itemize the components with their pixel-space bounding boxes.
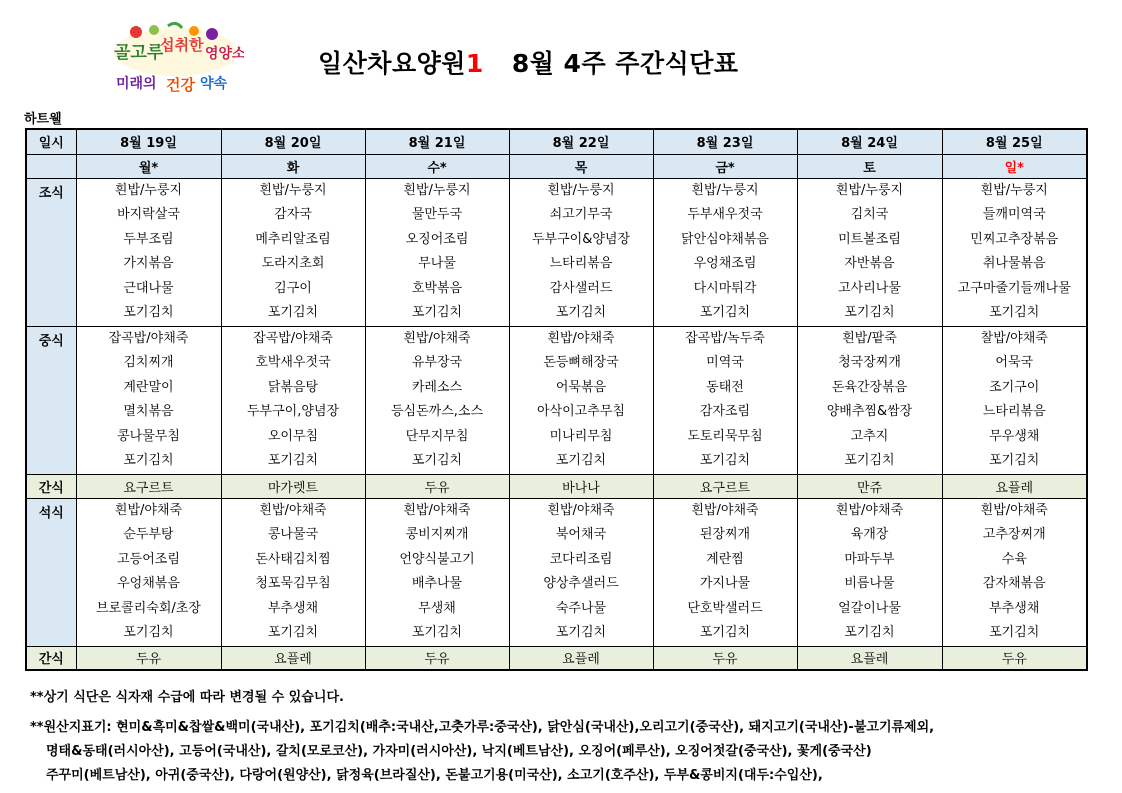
menu-item: 돈육간장볶음 xyxy=(831,379,908,395)
menu-cell xyxy=(653,498,797,646)
menu-item: 부추생채 xyxy=(267,600,319,616)
weekly-menu-table xyxy=(25,128,1088,671)
logo xyxy=(108,22,244,98)
menu-item: 미나리무침 xyxy=(549,428,613,444)
menu-item: 동태전 xyxy=(706,379,744,395)
menu-item: 청국장찌개 xyxy=(838,355,901,370)
menu-item: 흰밥/야채죽 xyxy=(547,330,615,346)
breakfast-row xyxy=(26,178,1087,326)
menu-item: 콩나물무침 xyxy=(117,428,180,444)
lunch-row xyxy=(26,326,1087,474)
menu-item: 순두부탕 xyxy=(123,527,174,542)
meal-label: 중식 xyxy=(26,326,76,474)
menu-item: 양상추샐러드 xyxy=(543,576,619,591)
menu-item: 유부장국 xyxy=(411,355,463,370)
date-cell: 8월 24일 xyxy=(797,129,942,154)
menu-item: 흰밥/누룽지 xyxy=(835,182,904,198)
menu-item: 흰밥/야채죽 xyxy=(980,502,1048,518)
notes-section xyxy=(30,686,934,788)
menu-item: 흰밥/누룽지 xyxy=(403,182,471,198)
meal-label: 석식 xyxy=(26,498,76,646)
menu-item: 두부조림 xyxy=(123,231,174,247)
menu-item: 흰밥/야채죽 xyxy=(403,502,471,518)
menu-item: 배추나물 xyxy=(411,576,463,591)
menu-cell xyxy=(797,326,942,474)
menu-item: 감자조림 xyxy=(699,404,751,419)
menu-item: 아삭이고추무침 xyxy=(537,404,625,419)
menu-item: 닭볶음탕 xyxy=(267,379,319,395)
snack-cell: 요구르트 xyxy=(76,474,221,498)
menu-cell xyxy=(509,326,653,474)
menu-item: 돈등뼈해장국 xyxy=(543,355,619,370)
menu-item: 포기김치 xyxy=(267,453,319,468)
menu-item: 포기김치 xyxy=(411,453,463,468)
menu-item: 포기김치 xyxy=(989,453,1040,468)
menu-item: 계란말이 xyxy=(123,379,174,395)
menu-item: 오징어조림 xyxy=(405,231,469,247)
meal-label: 간식 xyxy=(26,646,76,670)
menu-item: 두부구이,양념장 xyxy=(246,404,340,419)
menu-item: 감자채볶음 xyxy=(982,576,1046,591)
menu-item: 흰밥/팥죽 xyxy=(842,330,897,346)
menu-cell xyxy=(221,498,365,646)
menu-item: 어묵볶음 xyxy=(555,379,607,395)
menu-cell xyxy=(509,498,653,646)
date-cell: 8월 19일 xyxy=(76,129,221,154)
menu-item: 취나물볶음 xyxy=(982,256,1046,271)
menu-item: 포기김치 xyxy=(699,453,751,468)
menu-cell xyxy=(942,498,1087,646)
snack2-row xyxy=(26,646,1087,670)
menu-item: 계란찜 xyxy=(706,551,744,567)
menu-item: 닭안심야채볶음 xyxy=(681,231,769,247)
logo-emblem xyxy=(108,22,244,98)
menu-item: 포기김치 xyxy=(267,625,319,640)
menu-item: 카레소스 xyxy=(411,379,463,395)
snack-cell: 두유 xyxy=(942,646,1087,670)
snack1-row xyxy=(26,474,1087,498)
menu-item: 고등어조림 xyxy=(117,551,180,567)
menu-item: 단호박샐러드 xyxy=(687,600,763,616)
menu-item: 미트볼조림 xyxy=(838,231,901,247)
logo-word-1: 골고루 xyxy=(114,43,164,63)
menu-item: 흰밥/누룽지 xyxy=(114,182,183,198)
menu-item: 포기김치 xyxy=(123,305,174,320)
menu-item: 포기김치 xyxy=(699,305,751,320)
menu-item: 양배추찜&쌈장 xyxy=(826,404,913,419)
menu-item: 흰밥/야채죽 xyxy=(547,502,615,518)
menu-item: 포기김치 xyxy=(267,305,319,320)
menu-cell xyxy=(509,178,653,326)
menu-cell xyxy=(365,178,509,326)
menu-item: 돈사태김치찜 xyxy=(255,551,331,567)
menu-item: 숙주나물 xyxy=(555,600,607,616)
menu-cell xyxy=(365,498,509,646)
page-title xyxy=(318,44,739,80)
snack-cell: 요구르트 xyxy=(653,474,797,498)
menu-item: 흰밥/야채죽 xyxy=(259,502,327,518)
menu-item: 두부새우젓국 xyxy=(687,207,763,222)
menu-item: 도라지초회 xyxy=(261,256,325,271)
weekday-cell: 월* xyxy=(76,154,221,178)
menu-item: 포기김치 xyxy=(555,305,607,320)
menu-item: 어묵국 xyxy=(995,355,1034,370)
menu-item: 흰밥/야채죽 xyxy=(691,502,759,518)
date-cell: 8월 25일 xyxy=(942,129,1087,154)
menu-item: 포기김치 xyxy=(844,453,895,468)
menu-item: 감자국 xyxy=(274,207,312,222)
menu-item: 들깨미역국 xyxy=(982,207,1046,222)
meal-label: 조식 xyxy=(26,178,76,326)
snack-cell: 두유 xyxy=(653,646,797,670)
menu-item: 포기김치 xyxy=(123,453,174,468)
date-cell: 8월 21일 xyxy=(365,129,509,154)
weekday-cell: 토 xyxy=(797,154,942,178)
menu-item: 포기김치 xyxy=(699,625,751,640)
menu-item: 청포묵김무침 xyxy=(255,576,331,591)
menu-item: 감사샐러드 xyxy=(549,280,613,296)
menu-item: 오이무침 xyxy=(267,428,319,444)
origin-line-2: 명태&동태(러시아산), 고등어(국내산), 갈치(모로코산), 가자미(러시아산), 낙지(베트남산), 오징어(페루산), 오징어젓갈(중국산), 꽃게(중국산) xyxy=(46,744,872,759)
menu-cell xyxy=(942,178,1087,326)
menu-item: 흰밥/누룽지 xyxy=(259,182,327,198)
menu-item: 두부구이&양념장 xyxy=(531,231,631,247)
logo-word-4: 미래의 xyxy=(116,76,157,92)
menu-item: 고사리나물 xyxy=(838,280,901,296)
menu-item: 포기김치 xyxy=(989,305,1040,320)
weekday-cell: 금* xyxy=(653,154,797,178)
menu-item: 흰밥/누룽지 xyxy=(691,182,759,198)
snack-cell: 만쥬 xyxy=(797,474,942,498)
change-notice: **상기 식단은 식자재 수급에 따라 변경될 수 있습니다. xyxy=(30,690,344,705)
menu-item: 흰밥/야채죽 xyxy=(114,502,183,518)
menu-cell xyxy=(365,326,509,474)
snack-cell: 요플레 xyxy=(221,646,365,670)
menu-item: 등심돈까스,소스 xyxy=(390,404,484,419)
menu-item: 브로콜리숙회/초장 xyxy=(96,600,201,616)
menu-item: 포기김치 xyxy=(411,625,463,640)
snack-cell: 요플레 xyxy=(942,474,1087,498)
menu-cell xyxy=(221,326,365,474)
menu-item: 김구이 xyxy=(274,280,312,296)
menu-item: 코다리조림 xyxy=(549,551,613,567)
menu-item: 자반볶음 xyxy=(844,256,895,271)
meal-label: 간식 xyxy=(26,474,76,498)
weekday-cell: 목 xyxy=(509,154,653,178)
menu-cell xyxy=(797,498,942,646)
date-cell: 8월 23일 xyxy=(653,129,797,154)
menu-item: 포기김치 xyxy=(411,305,463,320)
header-label-empty xyxy=(26,154,76,178)
corner-label: 하트웰 xyxy=(24,112,62,127)
menu-cell xyxy=(942,326,1087,474)
weekday-cell-sunday: 일* xyxy=(942,154,1087,178)
menu-item: 물만두국 xyxy=(411,207,463,222)
menu-item: 우엉채조림 xyxy=(693,256,757,271)
menu-item: 느타리볶음 xyxy=(982,404,1046,419)
date-header-row xyxy=(26,129,1087,154)
menu-item: 잡곡밥/야채죽 xyxy=(253,330,333,346)
origin-line-3: 주꾸미(베트남산), 아귀(중국산), 다랑어(원양산), 닭정육(브라질산), 돈불고기용(미국산), 소고기(호주산), 두부&콩비지(대두:수입산), xyxy=(46,768,823,783)
menu-item: 단무지무침 xyxy=(405,428,469,444)
menu-item: 김치찌개 xyxy=(123,355,174,370)
menu-item: 비름나물 xyxy=(844,576,895,591)
menu-item: 콩나물국 xyxy=(267,527,319,542)
logo-word-6: 약속 xyxy=(200,76,228,92)
menu-item: 잡곡밥/녹두죽 xyxy=(685,330,765,346)
menu-item: 흰밥/누룽지 xyxy=(547,182,615,198)
weekday-cell: 화 xyxy=(221,154,365,178)
menu-item: 호박새우젓국 xyxy=(255,355,331,370)
logo-word-2: 섭취한 xyxy=(160,36,204,54)
title-facility: 일산차요양원 xyxy=(318,49,466,78)
menu-item: 흰밥/누룽지 xyxy=(980,182,1048,198)
menu-item: 된장찌개 xyxy=(699,527,751,542)
menu-item: 포기김치 xyxy=(555,453,607,468)
menu-item: 흰밥/야채죽 xyxy=(835,502,904,518)
menu-item: 수육 xyxy=(1001,551,1027,567)
menu-cell xyxy=(76,178,221,326)
menu-item: 조기구이 xyxy=(989,379,1040,395)
menu-item: 마파두부 xyxy=(844,551,895,567)
snack-cell: 바나나 xyxy=(509,474,653,498)
menu-item: 육개장 xyxy=(850,527,889,542)
menu-item: 포기김치 xyxy=(989,625,1040,640)
menu-item: 포기김치 xyxy=(844,625,895,640)
title-week: 8월 4주 주간식단표 xyxy=(511,49,739,78)
menu-item: 미역국 xyxy=(706,355,744,370)
menu-item: 포기김치 xyxy=(123,625,174,640)
menu-item: 김치국 xyxy=(850,207,889,222)
menu-item: 가지나물 xyxy=(699,576,751,591)
menu-item: 무우생채 xyxy=(989,428,1040,444)
menu-item: 메추리알조림 xyxy=(255,231,331,247)
menu-item: 민찌고추장볶음 xyxy=(970,231,1059,247)
snack-cell: 요플레 xyxy=(797,646,942,670)
menu-cell xyxy=(76,498,221,646)
menu-item: 포기김치 xyxy=(844,305,895,320)
snack-cell: 두유 xyxy=(365,474,509,498)
origin-line-1: **원산지표기: 현미&흑미&찹쌀&백미(국내산), 포기김치(배추:국내산,고춧가루:중국산), 닭안심(국내산),오리고기(중국산), 돼지고기(국내산)-불고기류제외, xyxy=(30,720,935,735)
menu-item: 흰밥/야채죽 xyxy=(403,330,471,346)
menu-item: 무생채 xyxy=(418,600,456,616)
menu-cell xyxy=(653,178,797,326)
date-cell: 8월 20일 xyxy=(221,129,365,154)
weekday-header-row xyxy=(26,154,1087,178)
snack-cell: 요플레 xyxy=(509,646,653,670)
menu-item: 고추장찌개 xyxy=(982,527,1046,542)
menu-item: 찰밥/야채죽 xyxy=(980,330,1048,346)
menu-item: 근대나물 xyxy=(123,280,174,296)
menu-item: 부추생채 xyxy=(989,600,1040,616)
dinner-row xyxy=(26,498,1087,646)
menu-item: 북어채국 xyxy=(555,527,607,542)
menu-cell xyxy=(221,178,365,326)
snack-cell: 두유 xyxy=(365,646,509,670)
menu-item: 느타리볶음 xyxy=(549,256,613,271)
menu-item: 바지락살국 xyxy=(117,207,180,222)
weekday-cell: 수* xyxy=(365,154,509,178)
menu-item: 우엉채볶음 xyxy=(117,576,180,591)
menu-item: 고추지 xyxy=(850,428,889,444)
menu-item: 얼갈이나물 xyxy=(838,600,901,616)
menu-item: 멸치볶음 xyxy=(123,404,174,419)
menu-item: 포기김치 xyxy=(555,625,607,640)
menu-item: 무나물 xyxy=(418,256,456,271)
menu-item: 호박볶음 xyxy=(411,280,463,296)
menu-item: 도토리묵무침 xyxy=(687,428,763,444)
menu-item: 언양식불고기 xyxy=(399,551,475,567)
menu-item: 고구마줄기들깨나물 xyxy=(957,280,1071,296)
snack-cell: 마가렛트 xyxy=(221,474,365,498)
menu-cell xyxy=(797,178,942,326)
title-number: 1 xyxy=(465,49,484,78)
snack-cell: 두유 xyxy=(76,646,221,670)
menu-item: 잡곡밥/야채죽 xyxy=(108,330,189,346)
menu-item: 콩비지찌개 xyxy=(405,527,469,542)
logo-word-5: 건강 xyxy=(166,76,195,94)
menu-cell xyxy=(76,326,221,474)
menu-item: 쇠고기무국 xyxy=(549,207,613,222)
header-label: 일시 xyxy=(26,129,76,154)
menu-cell xyxy=(653,326,797,474)
logo-word-3: 영양소 xyxy=(205,46,244,62)
date-cell: 8월 22일 xyxy=(509,129,653,154)
menu-item: 가지볶음 xyxy=(123,256,174,271)
menu-item: 다시마튀각 xyxy=(693,280,757,296)
